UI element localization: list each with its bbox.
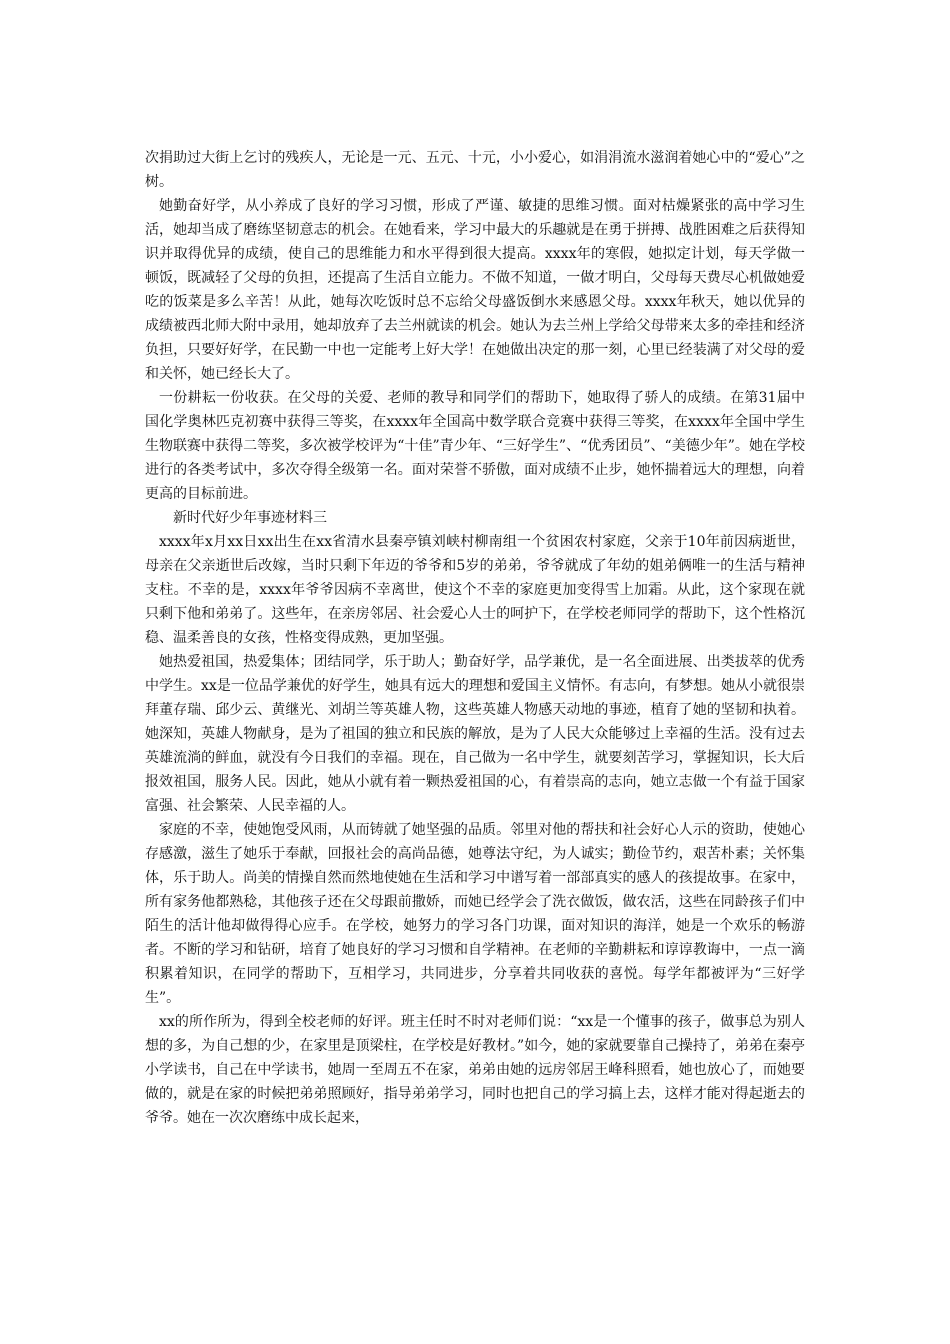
paragraph-7: xx的所作所为，得到全校老师的好评。班主任时不时对老师们说：“xx是一个懂事的孩子，做事总为别人想的多，为自己想的少，在家里是顶梁柱，在学校是好教材。”如今，她的家就要靠自己操持了，弟弟在秦亭小学读书，自己在中学读书，她周一至周五不在家，弟弟由她的远房邻居王峰科照看，她也放心了，而她要做的，就是在家的时候把弟弟照顾好，指导弟弟学习，同时也把自己的学习搞上去，这样才能对得起逝去的爷爷。她在一次次磨练中成长起来， [145, 1014, 805, 1126]
document-page [145, 146, 805, 1130]
paragraph-5: 她热爱祖国，热爱集体；团结同学，乐于助人；勤奋好学，品学兼优，是一名全面进展、出类拔萃的优秀中学生。xx是一位品学兼优的好学生，她具有远大的理想和爱国主义情怀。有志向，有梦想。她从小就很崇拜董存瑞、邱少云、黄继光、刘胡兰等英雄人物，这些英雄人物感天动地的事迹，植育了她的坚韧和执着。她深知，英雄人物献身，是为了祖国的独立和民族的解放，是为了人民大众能够过上幸福的生活。没有过去英雄流淌的鲜血，就没有今日我们的幸福。现在，自己做为一名中学生，就要刻苦学习，掌握知识，长大后报效祖国，服务人民。因此，她从小就有着一颗热爱祖国的心，有着崇高的志向，她立志做一个有益于国家富强、社会繁荣、人民幸福的人。 [145, 654, 805, 814]
paragraph-4: xxxx年x月xx日xx出生在xx省清水县秦亭镇刘峡村柳南组一个贫困农村家庭，父亲于10年前因病逝世，母亲在父亲逝世后改嫁，当时只剩下年迈的爷爷和5岁的弟弟，爷爷就成了年幼的姐弟俩唯一的生活与精神支柱。不幸的是，xxxx年爷爷因病不幸离世，使这个不幸的家庭更加变得雪上加霜。从此，这个家现在就只剩下他和弟弟了。这些年，在亲房邻居、社会爱心人士的呵护下，在学校老师同学的帮助下，这个性格沉稳、温柔善良的女孩，性格变得成熟，更加坚强。 [145, 534, 805, 646]
paragraph-3: 一份耕耘一份收获。在父母的关爱、老师的教导和同学们的帮助下，她取得了骄人的成绩。在第31届中国化学奥林匹克初赛中获得三等奖，在xxxx年全国高中数学联合竞赛中获得三等奖，在xxxx年全国中学生生物联赛中获得二等奖，多次被学校评为“十佳”青少年、“三好学生”、“优秀团员”、“美德少年”。她在学校进行的各类考试中，多次夺得全级第一名。面对荣誉不骄傲，面对成绩不止步，她怀揣着远大的理想，向着更高的目标前进。 [145, 390, 805, 502]
paragraph-2: 她勤奋好学，从小养成了良好的学习习惯，形成了严谨、敏捷的思维习惯。面对枯燥紧张的高中学习生活，她却当成了磨练坚韧意志的机会。在她看来，学习中最大的乐趣就是在勇于拼搏、战胜困难之后获得知识并取得优异的成绩，使自己的思维能力和水平得到很大提高。xxxx年的寒假，她拟定计划，每天学做一顿饭，既减轻了父母的负担，还提高了生活自立能力。不做不知道，一做才明白，父母每天费尽心机做她爱吃的饭菜是多么辛苦！从此，她每次吃饭时总不忘给父母盛饭倒水来感恩父母。xxxx年秋天，她以优异的成绩被西北师大附中录用，她却放弃了去兰州就读的机会。她认为去兰州上学给父母带来太多的牵挂和经济负担，只要好好学，在民勤一中也一定能考上好大学！在她做出决定的那一刻，心里已经装满了对父母的爱和关怀，她已经长大了。 [145, 198, 805, 382]
paragraph-6: 家庭的不幸，使她饱受风雨，从而铸就了她坚强的品质。邻里对他的帮扶和社会好心人示的资助，使她心存感激，滋生了她乐于奉献，回报社会的高尚品德，她尊法守纪，为人诚实；勤俭节约，艰苦朴素；关怀集体，乐于助人。尚美的情操自然而然地使她在生活和学习中谱写着一部部真实的感人的孩提故事。在家中，所有家务他都熟稔，其他孩子还在父母跟前撒娇，而她已经学会了洗衣做饭，做农活，这些在同龄孩子们中陌生的活计他却做得得心应手。在学校，她努力的学习各门功课，面对知识的海洋，她是一个欢乐的畅游者。不断的学习和钻研，培育了她良好的学习习惯和自学精神。在老师的辛勤耕耘和谆谆教诲中，一点一滴积累着知识，在同学的帮助下，互相学习，共同进步，分享着共同收获的喜悦。每学年都被评为“三好学生”。 [145, 822, 805, 1006]
paragraph-1: 次捐助过大街上乞讨的残疾人，无论是一元、五元、十元，小小爱心，如涓涓流水滋润着她心中的“爱心”之树。 [145, 150, 805, 190]
section-heading: 新时代好少年事迹材料三 [173, 510, 327, 526]
